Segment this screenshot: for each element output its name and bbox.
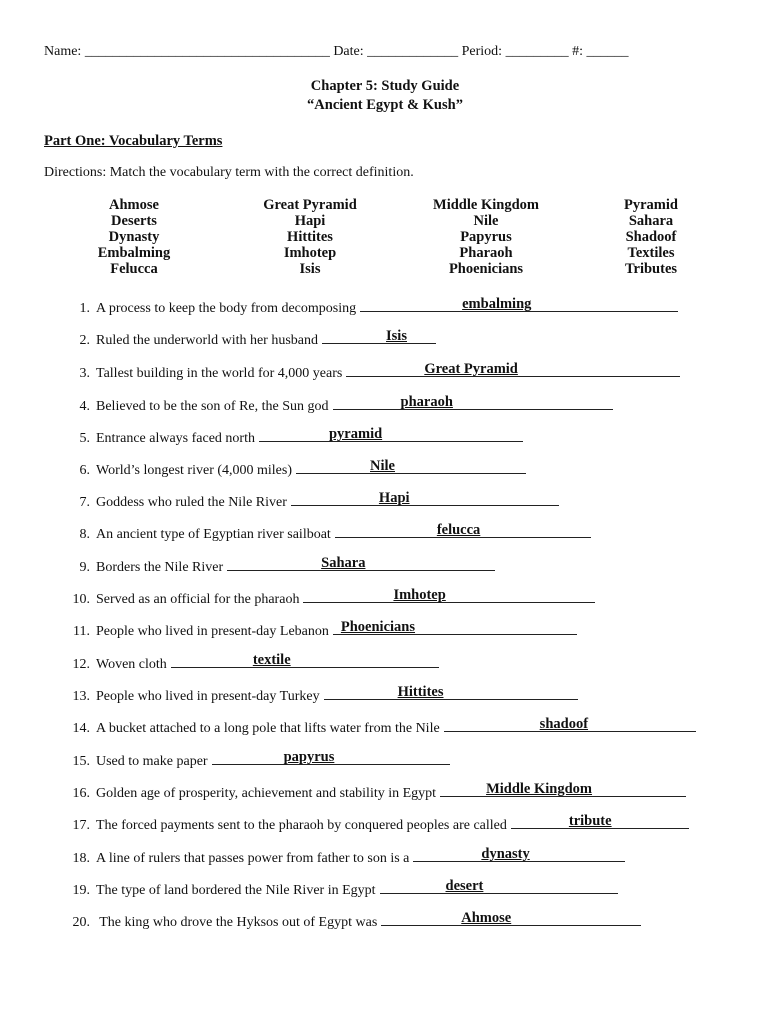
word-bank-term: Dynasty	[108, 229, 160, 245]
question-number: 2.	[79, 333, 90, 348]
question-row	[64, 749, 450, 769]
question-row	[64, 490, 559, 510]
question-text: World’s longest river (4,000 miles)	[96, 463, 293, 478]
answer-text: Imhotep	[393, 587, 446, 603]
question-text: Tallest building in the world for 4,000 years	[96, 366, 343, 381]
word-bank-term: Ahmose	[109, 197, 159, 213]
question-row	[64, 361, 680, 381]
question-row	[64, 426, 523, 446]
question-row	[64, 458, 526, 478]
question-number: 10.	[72, 592, 90, 607]
answer-blank[interactable]	[324, 684, 578, 700]
question-row	[64, 716, 696, 736]
word-bank-column-2	[240, 197, 380, 277]
question-text: The forced payments sent to the pharaoh by conquered peoples are called	[96, 818, 507, 833]
answer-text: textile	[252, 652, 291, 668]
question-text: Served as an official for the pharaoh	[96, 592, 300, 607]
answer-blank[interactable]	[511, 813, 689, 829]
question-text: Woven cloth	[96, 657, 167, 672]
question-number: 9.	[79, 560, 90, 575]
answer-blank[interactable]	[322, 328, 436, 344]
answer-blank[interactable]	[333, 394, 613, 410]
answer-blank[interactable]	[444, 716, 696, 732]
question-text: A line of rulers that passes power from father to son is a	[96, 851, 410, 866]
answer-text: felucca	[436, 522, 481, 538]
answer-text: Hittites	[397, 684, 444, 700]
answer-text: Hapi	[378, 490, 410, 506]
chapter-subtitle: “Ancient Egypt & Kush”	[307, 97, 463, 113]
question-number: 18.	[72, 851, 90, 866]
question-row	[64, 878, 618, 898]
word-bank-term: Shadoof	[625, 229, 677, 245]
answer-text: shadoof	[539, 716, 589, 732]
question-row	[64, 296, 678, 316]
question-text: Goddess who ruled the Nile River	[96, 495, 287, 510]
question-row	[64, 910, 641, 930]
answer-blank[interactable]	[291, 490, 559, 506]
question-number: 16.	[72, 786, 90, 801]
answer-text: papyrus	[283, 749, 335, 765]
answer-blank[interactable]	[413, 846, 625, 862]
answer-blank[interactable]	[303, 587, 595, 603]
question-number: 12.	[72, 657, 90, 672]
question-text: The type of land bordered the Nile River in Egypt	[96, 883, 376, 898]
answer-text: Ahmose	[461, 910, 512, 926]
word-bank-term: Tributes	[624, 261, 678, 277]
answer-blank[interactable]	[212, 749, 450, 765]
word-bank-term: Papyrus	[460, 229, 512, 245]
question-text: Golden age of prosperity, achievement and stability in Egypt	[96, 786, 437, 801]
question-number: 13.	[72, 689, 90, 704]
question-row	[64, 652, 439, 672]
question-row	[64, 813, 689, 833]
question-text: The king who drove the Hyksos out of Egypt was	[96, 915, 378, 930]
word-bank-term: Textiles	[627, 245, 675, 261]
question-text: Used to make paper	[96, 754, 208, 769]
answer-text: pyramid	[328, 426, 383, 442]
word-bank-term: Imhotep	[283, 245, 337, 261]
name-date-period-line: Name: ___________________________________ Date: _____________ Period: _________ #: ______	[44, 44, 629, 59]
answer-blank[interactable]	[333, 619, 577, 635]
word-bank-column-3	[412, 197, 560, 277]
question-row	[64, 781, 686, 801]
question-number: 19.	[72, 883, 90, 898]
question-number: 1.	[79, 301, 90, 316]
answer-blank[interactable]	[171, 652, 439, 668]
answer-blank[interactable]	[227, 555, 495, 571]
word-bank-column-1	[84, 197, 184, 277]
question-text: Entrance always faced north	[96, 431, 255, 446]
part-one-heading: Part One: Vocabulary Terms	[44, 133, 223, 149]
answer-text: Isis	[386, 328, 407, 344]
word-bank-term: Isis	[299, 261, 321, 277]
question-number: 5.	[79, 431, 90, 446]
question-text: Borders the Nile River	[96, 560, 224, 575]
question-text: A bucket attached to a long pole that lifts water from the Nile	[96, 721, 440, 736]
question-row	[64, 846, 625, 866]
word-bank-term: Felucca	[110, 261, 158, 277]
question-row	[64, 619, 577, 639]
word-bank-term: Sahara	[628, 213, 674, 229]
answer-blank[interactable]	[259, 426, 523, 442]
question-text: Ruled the underworld with her husband	[96, 333, 319, 348]
question-text: An ancient type of Egyptian river sailboat	[96, 527, 331, 542]
answer-blank[interactable]	[440, 781, 686, 797]
word-bank-term: Deserts	[111, 213, 157, 229]
question-number: 4.	[79, 399, 90, 414]
question-row	[64, 684, 578, 704]
answer-blank[interactable]	[346, 361, 680, 377]
answer-blank[interactable]	[296, 458, 526, 474]
question-number: 3.	[79, 366, 90, 381]
question-number: 20.	[72, 915, 90, 930]
question-row	[64, 555, 495, 575]
question-number: 17.	[72, 818, 90, 833]
answer-text: tribute	[568, 813, 612, 829]
answer-text: Sahara	[321, 555, 366, 571]
question-number: 11.	[73, 624, 90, 639]
answer-text: Middle Kingdom	[486, 781, 593, 797]
answer-blank[interactable]	[380, 878, 618, 894]
question-row	[64, 587, 595, 607]
word-bank-term: Hapi	[294, 213, 326, 229]
question-text: People who lived in present-day Turkey	[96, 689, 320, 704]
answer-text: Phoenicians	[340, 619, 416, 635]
word-bank-term: Pyramid	[624, 197, 678, 213]
answer-blank[interactable]	[381, 910, 641, 926]
answer-text: embalming	[462, 296, 532, 312]
question-row	[64, 522, 591, 542]
answer-text: dynasty	[481, 846, 530, 862]
word-bank-term: Great Pyramid	[263, 197, 357, 213]
chapter-title: Chapter 5: Study Guide	[310, 78, 460, 94]
word-bank-term: Hittites	[287, 229, 333, 245]
word-bank-term: Nile	[473, 213, 499, 229]
word-bank-term: Middle Kingdom	[433, 197, 539, 213]
word-bank-term: Embalming	[97, 245, 171, 261]
answer-blank[interactable]	[360, 296, 678, 312]
word-bank-term: Pharaoh	[459, 245, 513, 261]
question-row	[64, 328, 436, 348]
question-number: 15.	[72, 754, 90, 769]
question-number: 7.	[79, 495, 90, 510]
question-number: 8.	[79, 527, 90, 542]
answer-blank[interactable]	[335, 522, 591, 538]
question-text: A process to keep the body from decomposing	[96, 301, 357, 316]
word-bank-term: Phoenicians	[448, 261, 524, 277]
question-text: People who lived in present-day Lebanon	[96, 624, 329, 639]
answer-text: Nile	[370, 458, 395, 474]
question-number: 6.	[79, 463, 90, 478]
question-row	[64, 394, 613, 414]
answer-text: Great Pyramid	[424, 361, 518, 377]
directions-text: Directions: Match the vocabulary term with the correct definition.	[44, 165, 414, 180]
answer-text: desert	[445, 878, 484, 894]
question-number: 14.	[72, 721, 90, 736]
word-bank-column-4	[606, 197, 696, 277]
answer-text: pharaoh	[400, 394, 453, 410]
question-text: Believed to be the son of Re, the Sun god	[96, 399, 329, 414]
